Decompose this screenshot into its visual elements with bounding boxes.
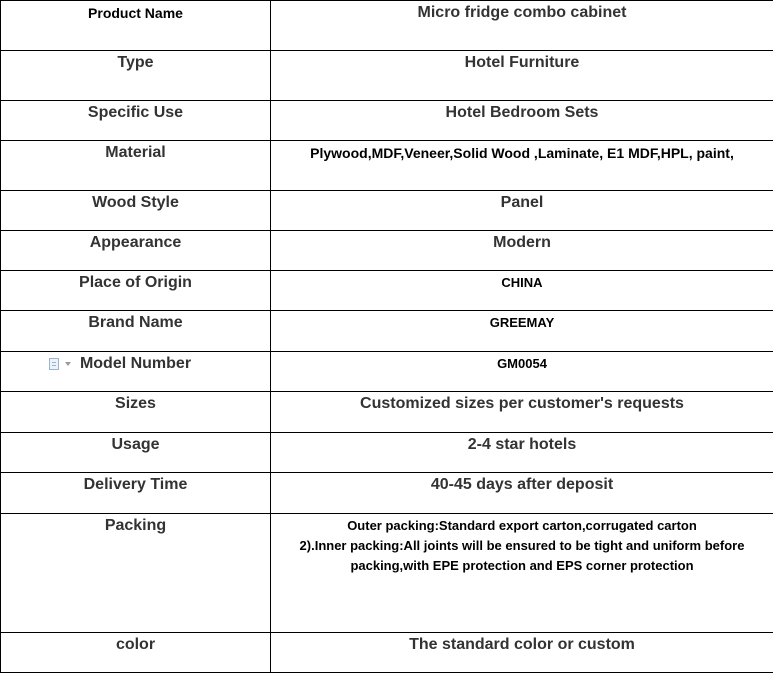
row-value-sizes: Customized sizes per customer's requests [271,392,773,433]
table-row [1,633,773,673]
table-row [1,433,773,473]
table-row [1,514,773,633]
row-value-brand-name: GREEMAY [271,311,773,352]
row-value-specific-use: Hotel Bedroom Sets [271,101,773,141]
row-label-material: Material [1,141,271,191]
row-value-type: Hotel Furniture [271,51,773,101]
row-value-appearance: Modern [271,231,773,271]
table-row [1,51,773,101]
row-label-product-name: Product Name [1,1,271,51]
row-value-material: Plywood,MDF,Veneer,Solid Wood ,Laminate, E1 MDF,HPL, paint, [271,141,773,191]
row-value-packing [271,514,773,633]
row-label-wood-style: Wood Style [1,191,271,231]
row-label-appearance: Appearance [1,231,271,271]
document-icon[interactable] [49,358,59,370]
row-label-specific-use: Specific Use [1,101,271,141]
row-value-model-number: GM0054 [271,352,773,392]
table-row [1,191,773,231]
row-value-color: The standard color or custom [271,633,773,673]
table-row [1,271,773,311]
row-value-product-name: Micro fridge combo cabinet [271,1,773,51]
table-row [1,101,773,141]
row-label-brand-name: Brand Name [1,311,271,352]
row-label-model-number-cell [1,352,271,392]
row-value-delivery-time: 40-45 days after deposit [271,473,773,514]
row-label-delivery-time: Delivery Time [1,473,271,514]
table-row [1,231,773,271]
row-label-usage: Usage [1,433,271,473]
row-label-place-of-origin: Place of Origin [1,271,271,311]
row-value-wood-style: Panel [271,191,773,231]
row-value-place-of-origin: CHINA [271,271,773,311]
packing-line-1: Outer packing:Standard export carton,corrugated carton [347,518,697,533]
table-row [1,141,773,191]
row-label-packing: Packing [1,514,271,633]
row-label-color: color [1,633,271,673]
row-value-usage: 2-4 star hotels [271,433,773,473]
table-row [1,392,773,433]
row-label-type: Type [1,51,271,101]
table-row [1,311,773,352]
row-label-sizes: Sizes [1,392,271,433]
table-row [1,473,773,514]
table-row [1,1,773,51]
dropdown-arrow-icon[interactable] [65,362,71,366]
packing-line-3: packing,with EPE protection and EPS corner protection [350,558,694,573]
packing-line-2: 2).Inner packing:All joints will be ensured to be tight and uniform before [299,538,745,553]
row-label-model-number: Model Number [79,355,192,372]
table-row [1,352,773,392]
